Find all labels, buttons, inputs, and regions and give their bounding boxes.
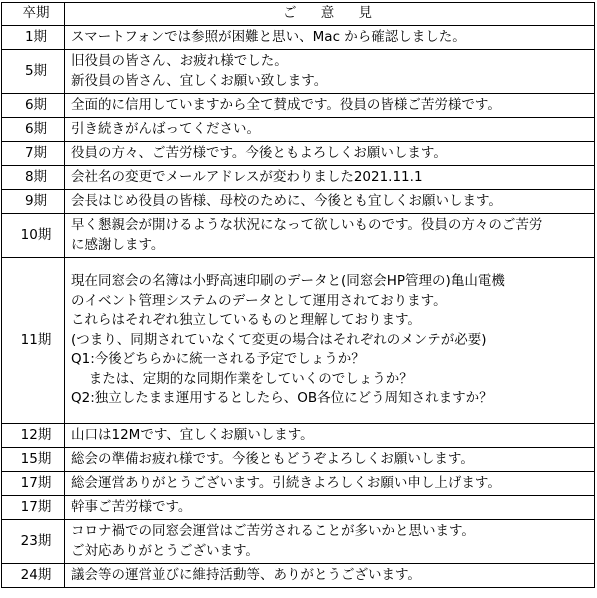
opinion-cell	[65, 118, 595, 142]
table-row	[2, 118, 595, 142]
opinion-line: 会社名の変更でメールアドレスが変わりました2021.11.1	[71, 168, 423, 185]
opinion-cell	[65, 424, 595, 448]
opinion-line: 役員の方々、ご苦労様です。今後ともよろしくお願いします。	[71, 144, 447, 161]
header-row	[2, 3, 595, 26]
term-cell: 11期	[2, 258, 65, 424]
opinion-line: Q1:今後どちらかに統一される予定でしょうか？	[71, 351, 365, 368]
opinion-line: 現在同窓会の名簿は小野高速印刷のデータと(同窓会HP管理の)亀山電機	[71, 273, 505, 290]
term-cell: 6期	[2, 118, 65, 142]
opinions-table	[1, 2, 595, 588]
opinion-line: 幹事ご苦労様です。	[71, 498, 192, 515]
term-cell: 8期	[2, 166, 65, 190]
table-row	[2, 142, 595, 166]
opinion-line: 山口は12Mです、宜しくお願いします。	[71, 426, 314, 443]
opinion-line: 総会運営ありがとうございます。引続きよろしくお願い申し上げます。	[71, 474, 501, 491]
opinion-cell	[65, 258, 595, 424]
opinion-cell	[65, 214, 595, 258]
opinion-line: 議会等の運営並びに維持活動等、ありがとうございます。	[71, 566, 421, 583]
opinion-cell	[65, 50, 595, 94]
opinion-cell	[65, 448, 595, 472]
table-row	[2, 520, 595, 564]
opinion-line: Q2:独立したまま運用するとしたら、OB各位にどう周知されますか？	[71, 390, 493, 407]
term-cell: 5期	[2, 50, 65, 94]
table-row	[2, 564, 595, 588]
opinion-column-header: ご 意 見	[65, 3, 595, 26]
term-cell: 15期	[2, 448, 65, 472]
opinion-line: 早く懇親会が開けるような状況になって欲しいものです。役員の方々のご苦労	[71, 217, 543, 233]
term-cell: 17期	[2, 472, 65, 496]
opinion-line: コロナ禍での同窓会運営はご苦労されることが多いかと思います。	[71, 523, 475, 539]
opinion-cell	[65, 520, 595, 564]
term-column-header: 卒期	[2, 3, 65, 26]
opinion-line: スマートフォンでは参照が困難と思い、Mac から確認しました。	[71, 28, 466, 45]
table-row	[2, 94, 595, 118]
opinion-line: 総会の準備お疲れ様です。今後ともどうぞよろしくお願いします。	[71, 450, 474, 467]
table-row	[2, 214, 595, 258]
opinion-cell	[65, 472, 595, 496]
table-body	[2, 26, 595, 588]
table-row	[2, 448, 595, 472]
term-cell: 23期	[2, 520, 65, 564]
term-cell: 7期	[2, 142, 65, 166]
opinion-line: 全面的に信用していますから全て賛成です。役員の皆様ご苦労様です。	[71, 96, 501, 113]
term-cell: 17期	[2, 496, 65, 520]
opinion-line: 会長はじめ役員の皆様、母校のために、今後とも宜しくお願いします。	[71, 192, 502, 209]
table-row	[2, 50, 595, 94]
opinion-cell	[65, 190, 595, 214]
opinion-cell	[65, 166, 595, 190]
table-row	[2, 166, 595, 190]
opinion-cell	[65, 496, 595, 520]
term-cell: 9期	[2, 190, 65, 214]
opinion-cell	[65, 94, 595, 118]
table-row	[2, 424, 595, 448]
term-cell: 24期	[2, 564, 65, 588]
opinion-cell	[65, 564, 595, 588]
term-cell: 10期	[2, 214, 65, 258]
opinion-cell	[65, 142, 595, 166]
opinion-line: または、定期的な同期作業をしていくのでしょうか？	[71, 370, 413, 387]
table-row	[2, 258, 595, 424]
table-row	[2, 496, 595, 520]
opinion-line: ご対応ありがとうございます。	[71, 542, 259, 559]
opinion-line: (つまり、同期されていなくて変更の場合はそれぞれのメンテが必要)	[71, 331, 487, 348]
opinion-cell	[65, 26, 595, 50]
term-cell: 6期	[2, 94, 65, 118]
opinion-line: 引き続きがんばってください。	[71, 120, 260, 137]
opinion-line: これらはそれぞれ独立しているものと理解しております。	[71, 312, 421, 329]
table-row	[2, 190, 595, 214]
opinion-line: 新役員の皆さん、宜しくお願い致します。	[71, 72, 328, 89]
table-row	[2, 26, 595, 50]
opinion-line: 旧役員の皆さん、お疲れ様でした。	[71, 53, 288, 69]
table-row	[2, 472, 595, 496]
opinion-line: のイベント管理システムのデータとして運用されております。	[71, 292, 447, 309]
term-cell: 1期	[2, 26, 65, 50]
term-cell: 12期	[2, 424, 65, 448]
opinion-line: に感謝します。	[71, 236, 165, 253]
